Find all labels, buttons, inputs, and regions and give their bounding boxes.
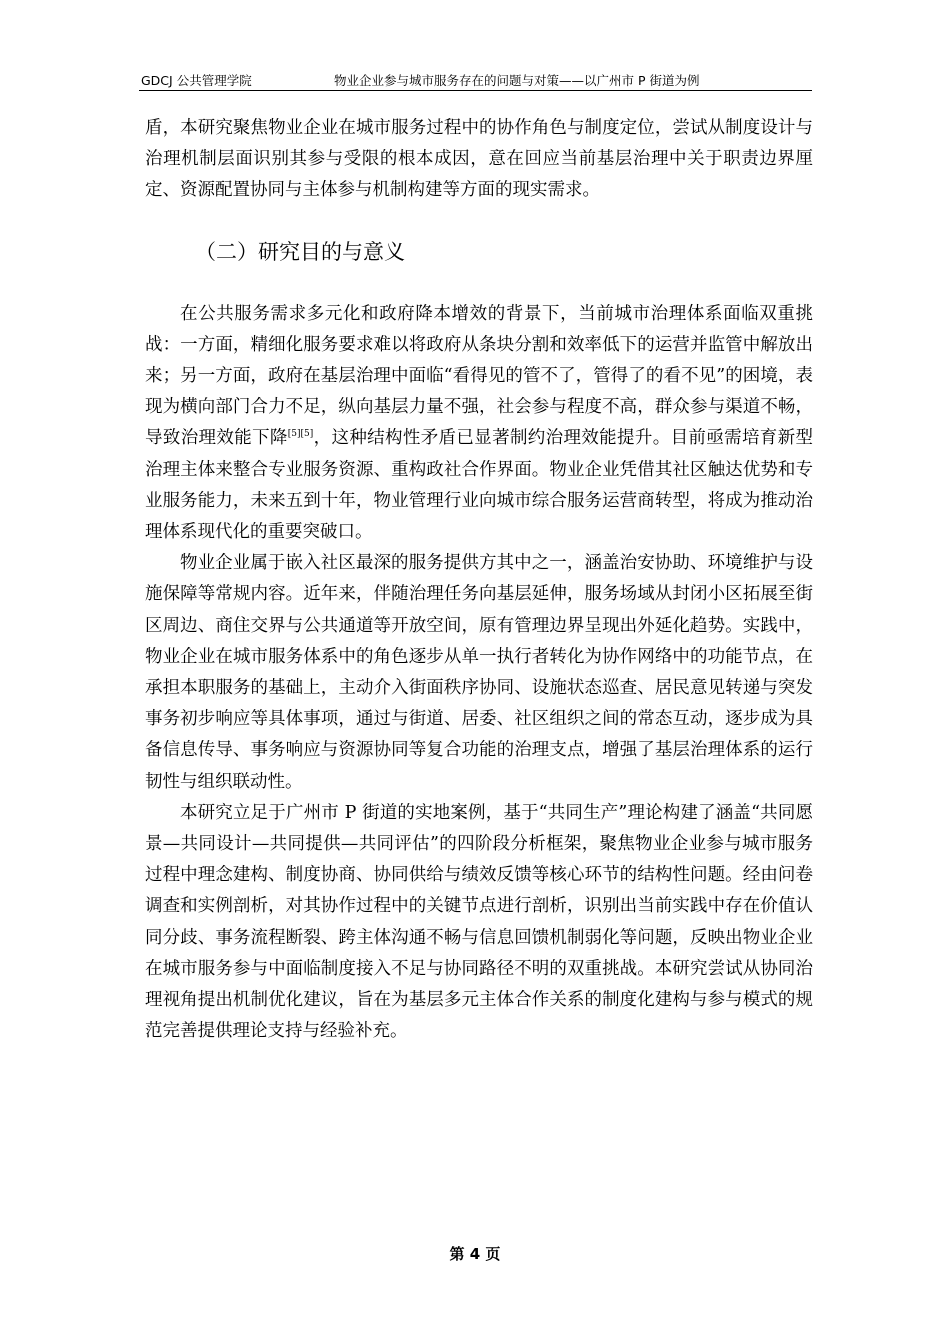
page-body [145,113,813,1047]
section-heading: （二）研究目的与意义 [195,239,405,264]
page-number: 第 4 页 [449,1245,501,1263]
paragraph-2: 物业企业属于嵌入社区最深的服务提供方其中之一，涵盖治安协助、环境维护与设施保障等常规内容。近年来，伴随治理任务向基层延伸，服务场域从封闭小区拓展至街区周边、商住交界与公共通道等开放空间，原有管理边界呈现出外延化趋势。实践中，物业企业在城市服务体系中的角色逐步从单一执行者转化为协作网络中的功能节点，在承担本职服务的基础上，主动介入街面秩序协同、设施状态巡查、居民意见转递与突发事务初步响应等具体事项，通过与街道、居委、社区组织之间的常态互动，逐步成为具备信息传导、事务响应与资源协同等复合功能的治理支点，增强了基层治理体系的运行韧性与组织联动性。 [145,553,813,792]
page-header [139,68,812,91]
paragraph-1 [145,299,813,549]
paragraph-1-text-a: 在公共服务需求多元化和政府降本增效的背景下，当前城市治理体系面临双重挑战：一方面，精细化服务要求难以将政府从条块分割和效率低下的运营并监管中解放出来；另一方面，政府在基层治理中面临“看得见的管不了，管得了的看不见”的困境，表现为横向部门合力不足，纵向基层力量不强，社会参与程度不高，群众参与渠道不畅，导致治理效能下降 [145,303,813,449]
paragraph-continued: 盾，本研究聚焦物业企业在城市服务过程中的协作角色与制度定位，尝试从制度设计与治理机制层面识别其参与受限的根本成因，意在回应当前基层治理中关于职责边界厘定、资源配置协同与主体参与机制构建等方面的现实需求。 [145,118,813,201]
citation-marker: [5][5] [287,429,314,440]
header-institution: GDCJ 公共管理学院 [141,73,252,88]
paragraph-3: 本研究立足于广州市 P 街道的实地案例，基于“共同生产”理论构建了涵盖“共同愿景—共同设计—共同提供—共同评估”的四阶段分析框架，聚焦物业企业参与城市服务过程中理念建构、制度协商、协同供给与绩效反馈等核心环节的结构性问题。经由问卷调查和实例剖析，对其协作过程中的关键节点进行剖析，识别出当前实践中存在价值认同分歧、事务流程断裂、跨主体沟通不畅与信息回馈机制弱化等问题，反映出物业企业在城市服务参与中面临制度接入不足与协同路径不明的双重挑战。本研究尝试从协同治理视角提出机制优化建议，旨在为基层多元主体合作关系的制度化建构与参与模式的规范完善提供理论支持与经验补充。 [145,802,813,1042]
paragraph-1-text-b: ，这种结构性矛盾已显著制约治理效能提升。目前亟需培育新型治理主体来整合专业服务资源、重构政社合作界面。物业企业凭借其社区触达优势和专业服务能力，未来五到十年，物业管理行业向城市综合服务运营商转型，将成为推动治理体系现代化的重要突破口。 [145,428,814,543]
header-thesis-title: 物业企业参与城市服务存在的问题与对策——以广州市 P 街道为例 [334,73,700,88]
